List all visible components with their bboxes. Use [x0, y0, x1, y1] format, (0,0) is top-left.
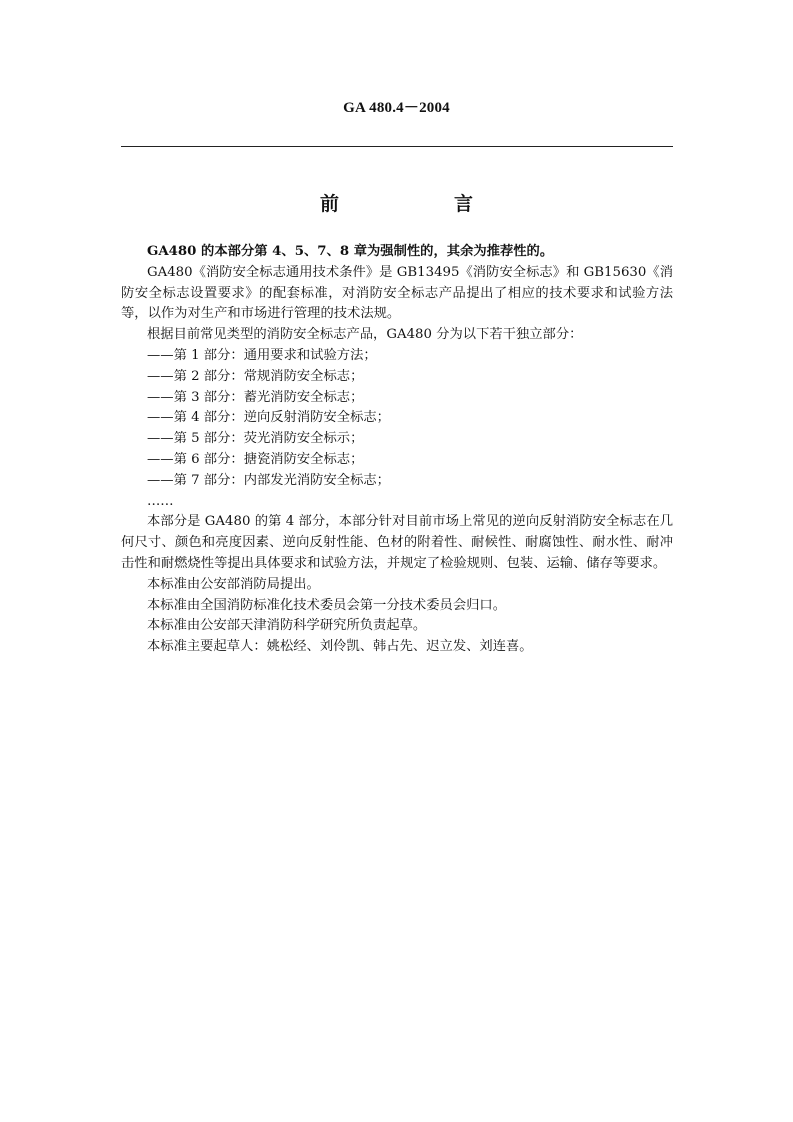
paragraph-drafted-by: 本标准由公安部天津消防科学研究所负责起草。	[147, 618, 427, 634]
paragraph-centralized-by: 本标准由全国消防标准化技术委员会第一分技术委员会归口。	[147, 597, 507, 613]
list-item-part-3: ——第 3 部分：蓄光消防安全标志；	[147, 389, 364, 405]
list-item-part-4: ——第 4 部分：逆向反射消防安全标志；	[147, 410, 390, 426]
list-item-part-7: ——第 7 部分：内部发光消防安全标志；	[147, 472, 390, 488]
list-item-part-5: ——第 5 部分：荧光消防安全标示；	[147, 431, 364, 447]
list-ellipsis: ……	[147, 493, 174, 509]
paragraph-parts-intro: 根据目前常见类型的消防安全标志产品，GA480 分为以下若干独立部分：	[147, 327, 583, 343]
paragraph-drafters: 本标准主要起草人：姚松经、刘伶凯、韩占先、迟立发、刘连喜。	[147, 639, 533, 655]
mandatory-statement: GA480 的本部分第 4、5、7、8 章为强制性的，其余为推荐性的。	[147, 244, 554, 259]
paragraph-proposed-by: 本标准由公安部消防局提出。	[147, 576, 320, 592]
section-title: 前 言	[319, 193, 521, 215]
list-item-part-1: ——第 1 部分：通用要求和试验方法；	[147, 347, 377, 363]
foreword-body	[121, 242, 673, 658]
paragraph-scope: 本部分是 GA480 的第 4 部分，本部分针对目前市场上常见的逆向反射消防安全标志在几何尺寸、颜色和亮度因素、逆向反射性能、色材的附着性、耐候性、耐腐蚀性、耐水性、耐冲击性和耐燃烧性等提出具体要求和试验方法，并规定了检验规则、包装、运输、储存等要求。	[121, 514, 673, 571]
header-rule	[121, 146, 673, 147]
standard-code: GA 480.4－2004	[343, 100, 450, 116]
list-item-part-6: ——第 6 部分：搪瓷消防安全标志；	[147, 451, 364, 467]
list-item-part-2: ——第 2 部分：常规消防安全标志；	[147, 368, 364, 384]
paragraph-purpose: GA480《消防安全标志通用技术条件》是 GB13495《消防安全标志》和 GB15630《消防安全标志设置要求》的配套标准，对消防安全标志产品提出了相应的技术要求和试验方法等，以作为对生产和市场进行管理的技术法规。	[121, 264, 673, 322]
